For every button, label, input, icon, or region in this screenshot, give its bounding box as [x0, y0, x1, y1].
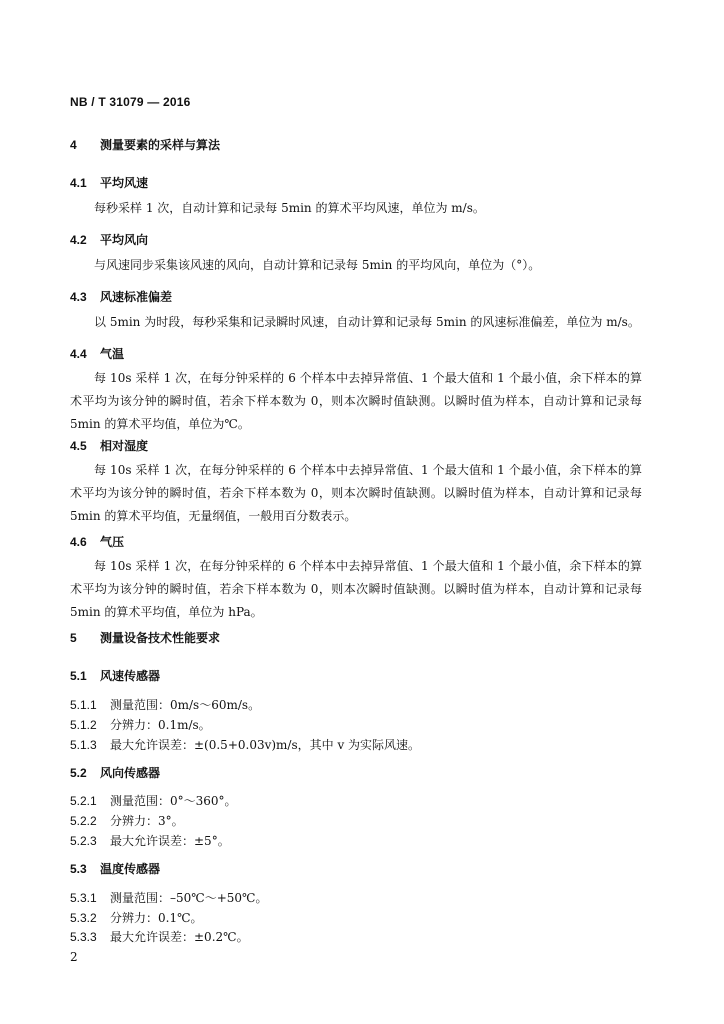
section-number: 4 [70, 138, 77, 152]
section-number: 4.6 [70, 535, 87, 549]
item-number: 5.3.1 [70, 891, 97, 905]
section-title: 气压 [100, 535, 125, 549]
section-title: 相对湿度 [100, 439, 149, 453]
section-5-2-heading [70, 764, 160, 781]
list-item [70, 812, 184, 829]
section-number: 5 [70, 631, 77, 645]
item-text: 分辨力：0.1℃。 [110, 911, 203, 925]
item-number: 5.2.3 [70, 834, 97, 848]
page-number: 2 [70, 950, 78, 964]
section-title: 测量要素的采样与算法 [100, 138, 221, 152]
item-text: 分辨力：0.1m/s。 [110, 718, 211, 732]
list-item [70, 889, 267, 906]
section-5-1-heading [70, 667, 160, 684]
section-number: 4.2 [70, 233, 87, 247]
section-4-3-heading [70, 288, 172, 305]
section-title: 平均风向 [100, 233, 149, 247]
section-title: 风速传感器 [100, 669, 161, 683]
section-title: 温度传感器 [100, 862, 161, 876]
section-4-4-text: 每 10s 采样 1 次，在每分钟采样的 6 个样本中去掉异常值、1 个最大值和 1 个最小值，余下样本的算术平均为该分钟的瞬时值，若余下样本数为 0，则本次瞬时值缺测。以瞬时值为样本，自动计算和记录每 5min 的算术平均值，单位为℃。 [70, 371, 642, 431]
section-5-heading [70, 629, 220, 646]
item-text: 测量范围：0m/s～60m/s。 [110, 698, 261, 712]
section-number: 5.1 [70, 669, 87, 683]
section-title: 风速标准偏差 [100, 290, 173, 304]
item-number: 5.3.3 [70, 930, 97, 944]
item-text: 最大允许误差：±(0.5+0.03v)m/s，其中 v 为实际风速。 [110, 738, 421, 752]
item-number: 5.3.2 [70, 911, 97, 925]
list-item [70, 716, 211, 733]
standard-code: NB / T 31079 — 2016 [70, 95, 191, 109]
item-number: 5.2.2 [70, 814, 97, 828]
item-number: 5.1.1 [70, 698, 97, 712]
section-4-2-heading [70, 231, 148, 248]
item-text: 分辨力：3°。 [110, 814, 184, 828]
section-4-3-text: 以 5min 为时段，每秒采集和记录瞬时风速，自动计算和记录每 5min 的风速标准偏差，单位为 m/s。 [94, 315, 640, 329]
section-4-1-text: 每秒采样 1 次，自动计算和记录每 5min 的算术平均风速，单位为 m/s。 [94, 201, 485, 215]
list-item [70, 909, 203, 926]
section-title: 气温 [100, 347, 125, 361]
section-5-3-heading [70, 860, 160, 877]
section-number: 5.3 [70, 862, 87, 876]
list-item [70, 832, 230, 849]
section-4-5-heading [70, 437, 148, 454]
section-4-heading [70, 136, 220, 153]
item-number: 5.1.2 [70, 718, 97, 732]
section-number: 4.3 [70, 290, 87, 304]
section-4-5-text: 每 10s 采样 1 次，在每分钟采样的 6 个样本中去掉异常值、1 个最大值和 1 个最小值，余下样本的算术平均为该分钟的瞬时值，若余下样本数为 0，则本次瞬时值缺测。以瞬时值为样本，自动计算和记录每 5min 的算术平均值，无量纲值，一般用百分数表示。 [70, 463, 642, 523]
item-text: 最大允许误差：±5°。 [110, 834, 230, 848]
item-text: 最大允许误差：±0.2℃。 [110, 930, 249, 944]
list-item [70, 696, 260, 713]
list-item [70, 928, 249, 945]
section-4-2-text: 与风速同步采集该风速的风向，自动计算和记录每 5min 的平均风向，单位为（°）。 [94, 258, 541, 272]
section-number: 4.5 [70, 439, 87, 453]
list-item [70, 792, 237, 809]
section-title: 测量设备技术性能要求 [100, 631, 221, 645]
item-number: 5.2.1 [70, 794, 97, 808]
section-title: 平均风速 [100, 176, 149, 190]
section-number: 4.1 [70, 176, 87, 190]
section-4-4-heading [70, 345, 124, 362]
list-item [70, 736, 420, 753]
item-text: 测量范围：0°～360°。 [110, 794, 237, 808]
item-number: 5.1.3 [70, 738, 97, 752]
section-4-6-heading [70, 533, 124, 550]
section-4-1-heading [70, 174, 148, 191]
section-number: 4.4 [70, 347, 87, 361]
section-4-6-text: 每 10s 采样 1 次，在每分钟采样的 6 个样本中去掉异常值、1 个最大值和 1 个最小值，余下样本的算术平均为该分钟的瞬时值，若余下样本数为 0，则本次瞬时值缺测。以瞬时值为样本，自动计算和记录每 5min 的算术平均值，单位为 hPa。 [70, 559, 642, 619]
section-number: 5.2 [70, 766, 87, 780]
item-text: 测量范围：–50℃～+50℃。 [110, 891, 268, 905]
section-title: 风向传感器 [100, 766, 161, 780]
